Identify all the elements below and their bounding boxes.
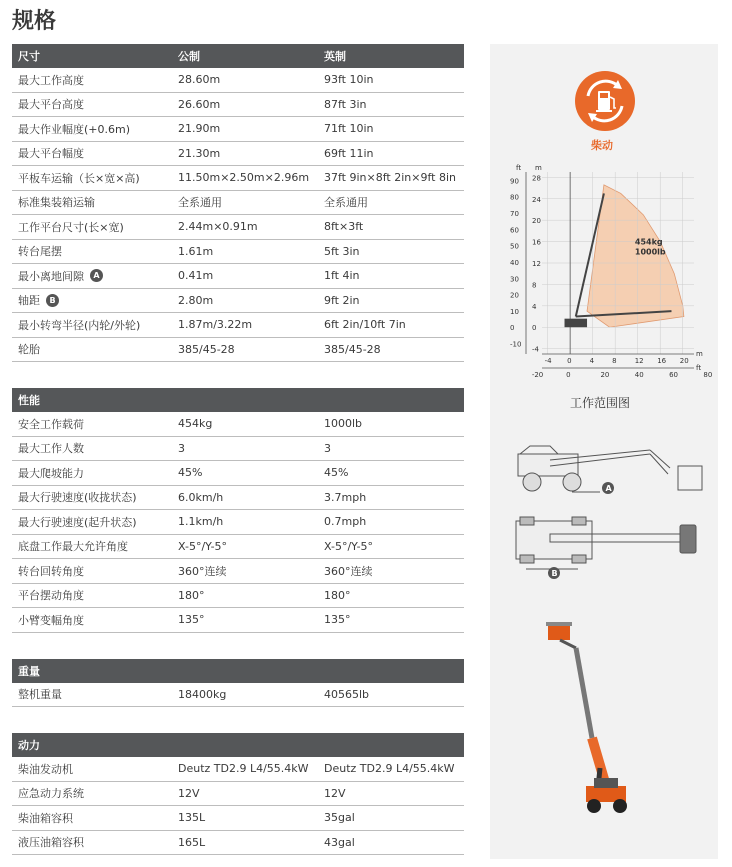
cell-text: 11.50m×2.50m×2.96m bbox=[178, 171, 310, 185]
table-row bbox=[12, 117, 464, 142]
cell-text: 180° bbox=[324, 588, 351, 602]
imperial-value bbox=[324, 122, 464, 135]
y-tick-ft: 50 bbox=[510, 242, 519, 251]
cell-text: 9ft 2in bbox=[324, 293, 360, 307]
imperial-value bbox=[324, 613, 464, 626]
cell-text: 小臂变幅角度 bbox=[18, 613, 84, 627]
cell-text: 5ft 3in bbox=[324, 244, 360, 258]
cell-text: 45% bbox=[324, 466, 349, 480]
table-row bbox=[12, 510, 464, 535]
metric-value bbox=[178, 688, 324, 701]
cell-text: 最大行驶速度(收拢状态) bbox=[18, 491, 137, 505]
cell-text: 1.87m/3.22m bbox=[178, 318, 253, 332]
cell-text: 应急动力系统 bbox=[18, 787, 84, 801]
x-tick-m: -4 bbox=[544, 357, 552, 365]
cell-text: 工作平台尺寸(长×宽) bbox=[18, 220, 124, 234]
table-row bbox=[12, 289, 464, 314]
spec-label bbox=[12, 514, 178, 530]
cell-text: 1.61m bbox=[178, 244, 214, 258]
cell-text: 3 bbox=[324, 441, 331, 455]
section-header bbox=[12, 44, 464, 68]
y-tick-m: 24 bbox=[532, 195, 541, 204]
cell-text: 93ft 10in bbox=[324, 73, 374, 87]
imperial-value bbox=[324, 466, 464, 479]
spec-label bbox=[12, 317, 178, 333]
metric-value bbox=[178, 245, 324, 258]
table-row bbox=[12, 264, 464, 289]
y-tick-ft: 30 bbox=[510, 275, 519, 284]
x-tick-ft: 40 bbox=[634, 371, 644, 379]
metric-value bbox=[178, 343, 324, 356]
cell-text: 柴油箱容积 bbox=[18, 811, 73, 825]
y-tick-m: 12 bbox=[532, 260, 541, 268]
table-row bbox=[12, 782, 464, 807]
top-view-illustration bbox=[510, 515, 710, 585]
y-unit-ft: ft bbox=[516, 164, 522, 172]
spec-label bbox=[12, 145, 178, 161]
header-cell: 重量 bbox=[18, 664, 40, 678]
imperial-value bbox=[324, 589, 464, 602]
cell-text: 21.90m bbox=[178, 122, 221, 136]
spec-label bbox=[12, 268, 178, 284]
table-row bbox=[12, 240, 464, 265]
cell-text: 69ft 11in bbox=[324, 146, 374, 160]
cell-text: 87ft 3in bbox=[324, 97, 367, 111]
header-cell: 动力 bbox=[18, 739, 40, 752]
metric-value bbox=[178, 417, 324, 430]
spec-label bbox=[12, 96, 178, 112]
metric-value bbox=[178, 515, 324, 528]
spec-label bbox=[12, 834, 178, 850]
table-row bbox=[12, 437, 464, 462]
fuel-type-label: 柴动 bbox=[591, 139, 613, 152]
cell-text: 最大爬坡能力 bbox=[18, 466, 84, 480]
cell-text: 28.60m bbox=[178, 73, 221, 87]
imperial-value bbox=[324, 294, 464, 307]
metric-value bbox=[178, 491, 324, 504]
y-tick-ft: 10 bbox=[510, 307, 519, 316]
imperial-value bbox=[324, 417, 464, 430]
cell-text: 3 bbox=[178, 441, 185, 455]
table-row bbox=[12, 215, 464, 240]
metric-value bbox=[178, 171, 324, 184]
cell-text: 360°连续 bbox=[178, 564, 227, 578]
imperial-value bbox=[324, 811, 464, 824]
table-row bbox=[12, 486, 464, 511]
cell-text: 37ft 9in×8ft 2in×9ft 8in bbox=[324, 171, 456, 185]
metric-value bbox=[178, 294, 324, 307]
section-header bbox=[12, 659, 464, 683]
x-tick-ft: 60 bbox=[669, 371, 679, 379]
y-tick-m: 28 bbox=[532, 174, 541, 183]
cell-text: 最大作业幅度(+0.6m) bbox=[18, 122, 131, 136]
header-cell: 英制 bbox=[324, 50, 346, 63]
cell-text: 6ft 2in/10ft 7in bbox=[324, 318, 406, 332]
cell-text: 0.7mph bbox=[324, 515, 367, 529]
y-tick-ft: 40 bbox=[510, 258, 519, 267]
y-tick-ft: 0 bbox=[510, 324, 515, 333]
imperial-value bbox=[324, 787, 464, 800]
table-row bbox=[12, 461, 464, 486]
metric-value bbox=[178, 269, 324, 282]
cell-text: 3.7mph bbox=[324, 490, 367, 504]
spec-label bbox=[12, 612, 178, 628]
cell-text: 135° bbox=[324, 613, 351, 627]
cell-text: 最大平台幅度 bbox=[18, 147, 84, 161]
cell-text: 18400kg bbox=[178, 687, 227, 701]
header-cell: 尺寸 bbox=[18, 50, 40, 63]
cell-text: 标准集装箱运输 bbox=[18, 196, 95, 210]
cell-text: 最大平台高度 bbox=[18, 98, 84, 112]
cell-text: 2.44m×0.91m bbox=[178, 220, 258, 234]
cell-text: 43gal bbox=[324, 835, 355, 849]
metric-value bbox=[178, 836, 324, 849]
table-row bbox=[12, 166, 464, 191]
spec-label bbox=[12, 170, 178, 186]
spec-label bbox=[12, 489, 178, 505]
spec-label bbox=[12, 761, 178, 777]
x-tick-ft: 20 bbox=[600, 371, 610, 379]
imperial-value bbox=[324, 194, 464, 210]
table-row bbox=[12, 831, 464, 856]
cell-text: 最大工作高度 bbox=[18, 73, 84, 87]
spec-table-0 bbox=[12, 44, 464, 362]
table-row bbox=[12, 559, 464, 584]
cell-text: 12V bbox=[178, 786, 200, 800]
cell-text: 12V bbox=[324, 786, 346, 800]
metric-value bbox=[178, 762, 324, 775]
imperial-value bbox=[324, 343, 464, 356]
cell-text: 0.41m bbox=[178, 269, 214, 283]
table-row bbox=[12, 338, 464, 363]
badge-b-icon: B bbox=[46, 294, 59, 307]
metric-value bbox=[178, 466, 324, 479]
cell-text: 454kg bbox=[178, 417, 213, 431]
spec-label bbox=[12, 785, 178, 801]
cell-text: 转台回转角度 bbox=[18, 564, 84, 578]
spec-label bbox=[12, 72, 178, 88]
cell-text: 165L bbox=[178, 835, 206, 849]
x-unit-m: m bbox=[696, 350, 703, 358]
imperial-value bbox=[324, 269, 464, 282]
cell-text: Deutz TD2.9 L4/55.4kW bbox=[324, 762, 455, 776]
imperial-value bbox=[324, 540, 464, 553]
machine-base bbox=[565, 319, 588, 328]
cell-text: 全系通用 bbox=[324, 196, 368, 210]
metric-value bbox=[178, 73, 324, 86]
cell-text: 135L bbox=[178, 811, 206, 825]
y-tick-ft: 80 bbox=[510, 193, 519, 202]
load-label: 1000lb bbox=[634, 247, 666, 257]
cell-text: 液压油箱容积 bbox=[18, 836, 84, 850]
metric-value bbox=[178, 613, 324, 626]
spec-label bbox=[12, 341, 178, 357]
table-row bbox=[12, 191, 464, 216]
section-header bbox=[12, 388, 464, 412]
imperial-value bbox=[324, 563, 464, 579]
cell-text: 全系通用 bbox=[178, 196, 222, 210]
spec-label bbox=[12, 121, 178, 137]
cell-text: 45% bbox=[178, 466, 203, 480]
imperial-value bbox=[324, 147, 464, 160]
y-tick-ft: 60 bbox=[510, 226, 519, 235]
spec-label bbox=[12, 416, 178, 432]
metric-value bbox=[178, 147, 324, 160]
load-label: 454kg bbox=[634, 237, 663, 247]
badge-a-icon: A bbox=[90, 269, 103, 282]
imperial-value bbox=[324, 245, 464, 258]
spec-label bbox=[12, 243, 178, 259]
page-title: 规格 bbox=[12, 9, 57, 34]
imperial-value bbox=[324, 762, 464, 775]
y-tick-ft: 90 bbox=[510, 177, 519, 186]
cell-text: 385/45-28 bbox=[178, 342, 235, 356]
cell-text: 转台尾摆 bbox=[18, 245, 62, 259]
table-row bbox=[12, 93, 464, 118]
y-tick-m: 8 bbox=[532, 281, 537, 290]
cell-text: 385/45-28 bbox=[324, 342, 381, 356]
cell-text: 1000lb bbox=[324, 417, 363, 431]
metric-value bbox=[178, 811, 324, 824]
chart-title: 工作范围图 bbox=[570, 396, 631, 410]
cell-text: X-5°/Y-5° bbox=[178, 539, 228, 553]
svg-text:B: B bbox=[551, 569, 558, 578]
imperial-value bbox=[324, 318, 464, 331]
table-row bbox=[12, 535, 464, 560]
cell-text: 柴油发动机 bbox=[18, 762, 73, 776]
y-unit-m: m bbox=[535, 164, 542, 172]
metric-value bbox=[178, 540, 324, 553]
cell-text: 360°连续 bbox=[324, 564, 373, 578]
cell-text: 1ft 4in bbox=[324, 269, 360, 283]
spec-label bbox=[12, 194, 178, 210]
spec-label bbox=[12, 587, 178, 603]
cell-text: 135° bbox=[178, 613, 205, 627]
cell-text: 轴距 bbox=[18, 294, 40, 308]
cell-text: 8ft×3ft bbox=[324, 220, 364, 234]
cell-text: X-5°/Y-5° bbox=[324, 539, 374, 553]
x-tick-ft: 0 bbox=[566, 371, 571, 379]
cell-text: 71ft 10in bbox=[324, 122, 374, 136]
spec-label bbox=[12, 292, 178, 308]
table-row bbox=[12, 584, 464, 609]
metric-value bbox=[178, 220, 324, 233]
y-tick-m: 4 bbox=[532, 302, 537, 311]
cell-text: 平板车运输（长×宽×高) bbox=[18, 171, 140, 185]
spec-label bbox=[12, 465, 178, 481]
cell-text: 底盘工作最大允许角度 bbox=[18, 540, 128, 554]
metric-value bbox=[178, 194, 324, 210]
x-tick-m: 20 bbox=[679, 357, 689, 365]
x-tick-m: 16 bbox=[657, 357, 667, 365]
cell-text: 1.1km/h bbox=[178, 515, 224, 529]
metric-value bbox=[178, 589, 324, 602]
cell-text: 安全工作载荷 bbox=[18, 417, 84, 431]
metric-value bbox=[178, 98, 324, 111]
x-tick-ft: -20 bbox=[531, 371, 544, 379]
x-tick-m: 8 bbox=[612, 357, 617, 365]
metric-value bbox=[178, 563, 324, 579]
diesel-fuel-icon bbox=[574, 70, 636, 132]
table-row bbox=[12, 313, 464, 338]
cell-text: 2.80m bbox=[178, 293, 214, 307]
y-tick-ft: 20 bbox=[510, 291, 519, 300]
imperial-value bbox=[324, 220, 464, 233]
spec-table-1 bbox=[12, 388, 464, 633]
cell-text: 40565lb bbox=[324, 687, 370, 701]
machine-photo bbox=[540, 618, 650, 823]
spec-label bbox=[12, 810, 178, 826]
imperial-value bbox=[324, 171, 464, 184]
spec-label bbox=[12, 219, 178, 235]
section-header bbox=[12, 733, 464, 757]
imperial-value bbox=[324, 836, 464, 849]
imperial-value bbox=[324, 98, 464, 111]
spec-table-3 bbox=[12, 733, 464, 855]
cell-text: Deutz TD2.9 L4/55.4kW bbox=[178, 762, 309, 776]
header-cell: 公制 bbox=[178, 50, 200, 63]
spec-table-2 bbox=[12, 659, 464, 708]
cell-text: 最小转弯半径(内轮/外轮) bbox=[18, 318, 141, 332]
table-row bbox=[12, 68, 464, 93]
cell-text: 平台摆动角度 bbox=[18, 589, 84, 603]
metric-value bbox=[178, 442, 324, 455]
metric-value bbox=[178, 787, 324, 800]
side-view-illustration bbox=[510, 440, 710, 505]
y-tick-ft: -10 bbox=[510, 340, 522, 349]
svg-text:A: A bbox=[605, 484, 612, 493]
spec-label bbox=[12, 686, 178, 702]
cell-text: 轮胎 bbox=[18, 343, 40, 357]
cell-text: 整机重量 bbox=[18, 688, 62, 702]
y-tick-m: -4 bbox=[532, 345, 539, 354]
header-cell: 性能 bbox=[18, 394, 40, 407]
cell-text: 6.0km/h bbox=[178, 490, 224, 504]
imperial-value bbox=[324, 515, 464, 528]
table-row bbox=[12, 683, 464, 708]
x-unit-ft: ft bbox=[696, 364, 702, 372]
y-tick-m: 20 bbox=[532, 217, 541, 226]
x-tick-m: 0 bbox=[567, 357, 572, 365]
spec-label bbox=[12, 538, 178, 554]
metric-value bbox=[178, 122, 324, 135]
x-tick-m: 4 bbox=[589, 357, 595, 365]
y-tick-ft: 70 bbox=[510, 210, 519, 219]
spec-label bbox=[12, 563, 178, 579]
metric-value bbox=[178, 318, 324, 331]
y-tick-m: 16 bbox=[532, 238, 541, 247]
cell-text: 最大工作人数 bbox=[18, 442, 84, 456]
imperial-value bbox=[324, 73, 464, 86]
table-row bbox=[12, 806, 464, 831]
cell-text: 最大行驶速度(起升状态) bbox=[18, 515, 137, 529]
cell-text: 26.60m bbox=[178, 97, 221, 111]
table-row bbox=[12, 757, 464, 782]
imperial-value bbox=[324, 688, 464, 701]
cell-text: 最小离地间隙 bbox=[18, 269, 84, 283]
x-tick-ft: 80 bbox=[703, 371, 713, 379]
x-tick-m: 12 bbox=[634, 357, 644, 365]
imperial-value bbox=[324, 442, 464, 455]
table-row bbox=[12, 142, 464, 167]
cell-text: 35gal bbox=[324, 811, 355, 825]
cell-text: 180° bbox=[178, 588, 205, 602]
table-row bbox=[12, 412, 464, 437]
imperial-value bbox=[324, 491, 464, 504]
working-range-chart bbox=[506, 162, 713, 384]
cell-text: 21.30m bbox=[178, 146, 221, 160]
spec-label bbox=[12, 440, 178, 456]
table-row bbox=[12, 608, 464, 633]
y-tick-m: 0 bbox=[532, 324, 537, 333]
